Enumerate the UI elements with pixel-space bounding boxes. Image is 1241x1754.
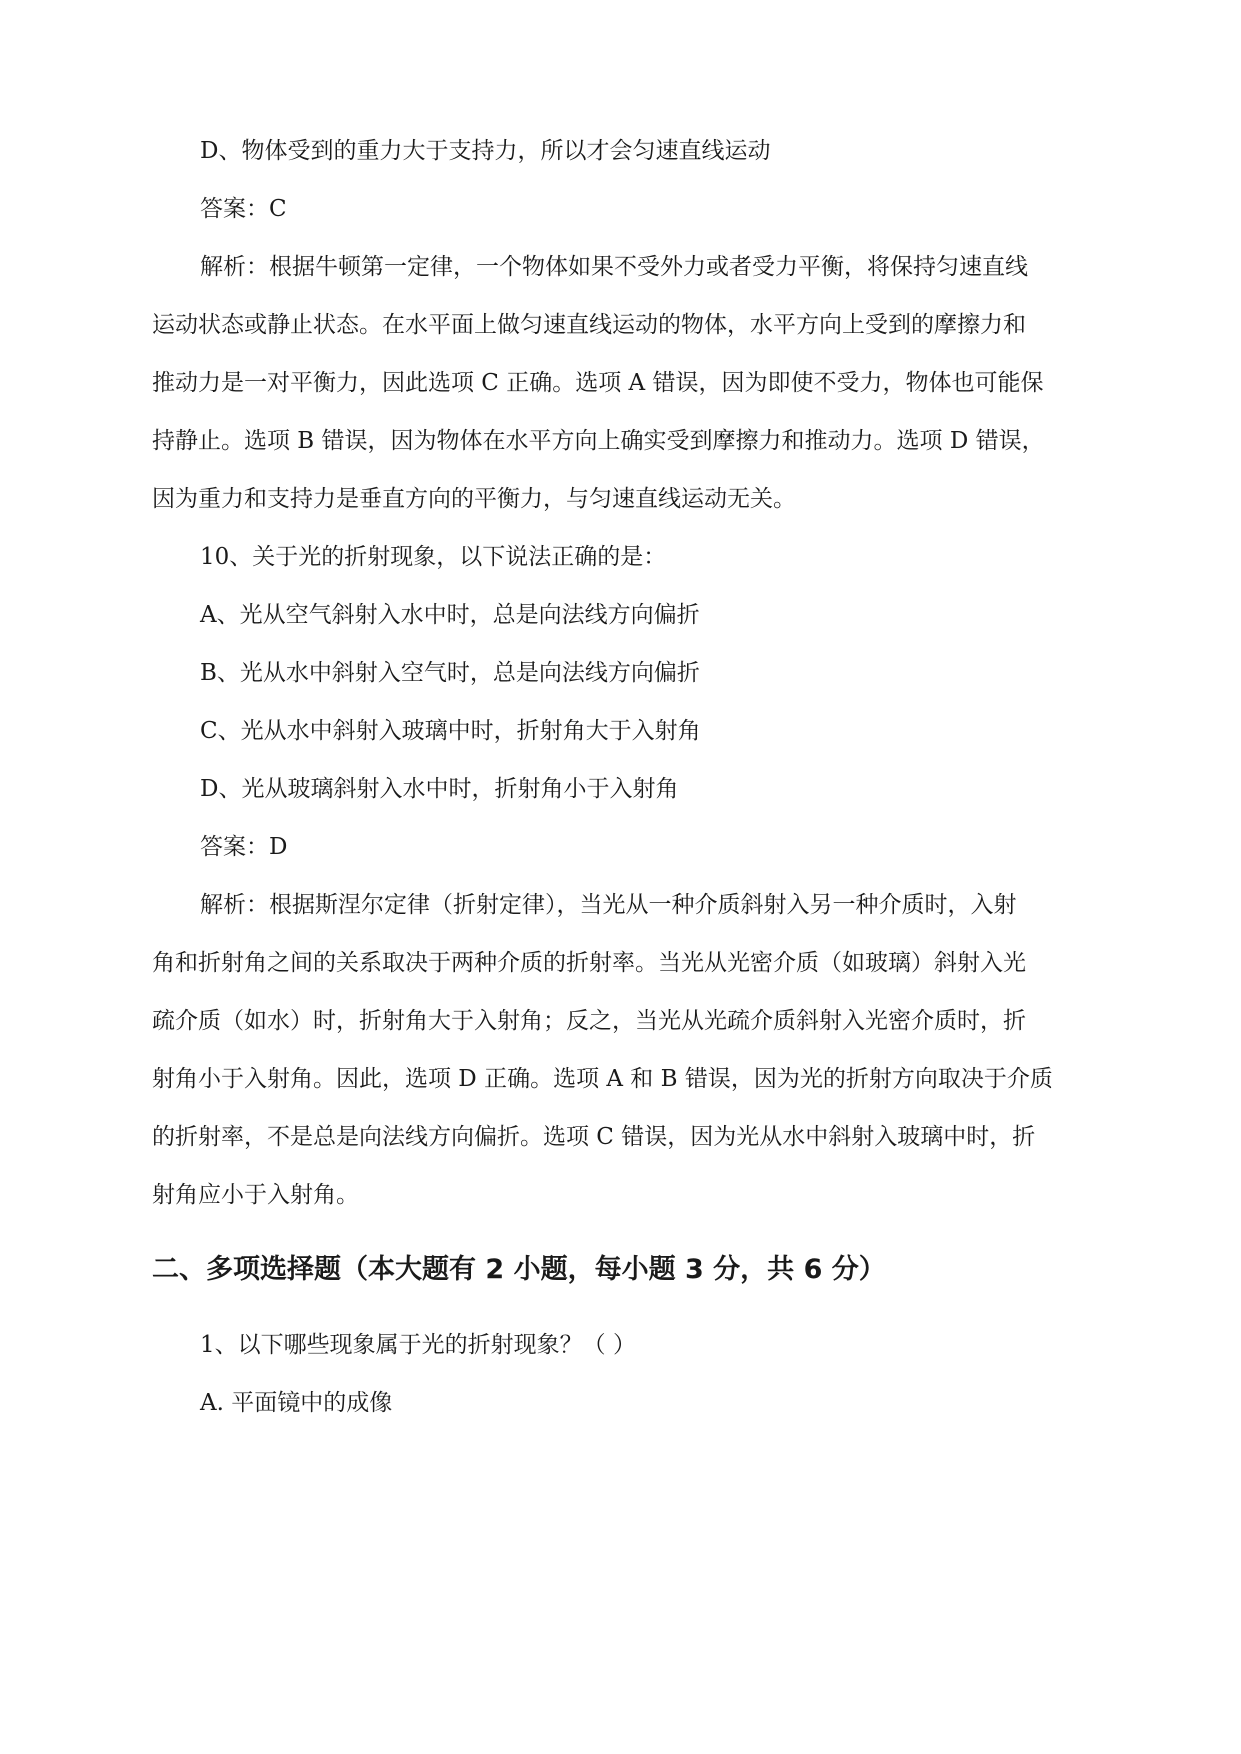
q10-analysis-line: 解析：根据斯涅尔定律（折射定律），当光从一种介质斜射入另一种介质时，入射 xyxy=(200,892,1017,918)
s2-q1-option-a: A. 平面镜中的成像 xyxy=(200,1390,393,1416)
q9-option-d: D、物体受到的重力大于支持力，所以才会匀速直线运动 xyxy=(200,138,771,164)
q10-option-a: A、光从空气斜射入水中时，总是向法线方向偏折 xyxy=(200,602,700,628)
q10-analysis-line: 射角小于入射角。因此，选项 D 正确。选项 A 和 B 错误，因为光的折射方向取决于介质 xyxy=(152,1066,1053,1092)
section-heading: 二、多项选择题（本大题有 2 小题，每小题 3 分，共 6 分） xyxy=(152,1254,886,1285)
q9-analysis-line: 推动力是一对平衡力，因此选项 C 正确。选项 A 错误，因为即使不受力，物体也可能保 xyxy=(152,370,1044,396)
q10-analysis-line: 射角应小于入射角。 xyxy=(152,1182,359,1208)
q10-analysis-line: 角和折射角之间的关系取决于两种介质的折射率。当光从光密介质（如玻璃）斜射入光 xyxy=(152,950,1026,976)
q10-question: 10、关于光的折射现象，以下说法正确的是： xyxy=(200,544,667,570)
q9-analysis-line: 因为重力和支持力是垂直方向的平衡力，与匀速直线运动无关。 xyxy=(152,486,796,512)
q10-option-b: B、光从水中斜射入空气时，总是向法线方向偏折 xyxy=(200,660,700,686)
s2-q1-question: 1、以下哪些现象属于光的折射现象？（ ） xyxy=(200,1332,636,1358)
q9-analysis-line: 运动状态或静止状态。在水平面上做匀速直线运动的物体，水平方向上受到的摩擦力和 xyxy=(152,312,1026,338)
q10-analysis-line: 的折射率，不是总是向法线方向偏折。选项 C 错误，因为光从水中斜射入玻璃中时，折 xyxy=(152,1124,1036,1150)
q10-option-c: C、光从水中斜射入玻璃中时，折射角大于入射角 xyxy=(200,718,701,744)
q9-analysis-line: 解析：根据牛顿第一定律，一个物体如果不受外力或者受力平衡，将保持匀速直线 xyxy=(200,254,1028,280)
q10-option-d: D、光从玻璃斜射入水中时，折射角小于入射角 xyxy=(200,776,679,802)
q10-analysis-line: 疏介质（如水）时，折射角大于入射角；反之，当光从光疏介质斜射入光密介质时，折 xyxy=(152,1008,1026,1034)
q9-analysis-line: 持静止。选项 B 错误，因为物体在水平方向上确实受到摩擦力和推动力。选项 D 错误， xyxy=(152,428,1045,454)
q9-answer: 答案：C xyxy=(200,196,287,222)
q10-answer: 答案：D xyxy=(200,834,288,860)
